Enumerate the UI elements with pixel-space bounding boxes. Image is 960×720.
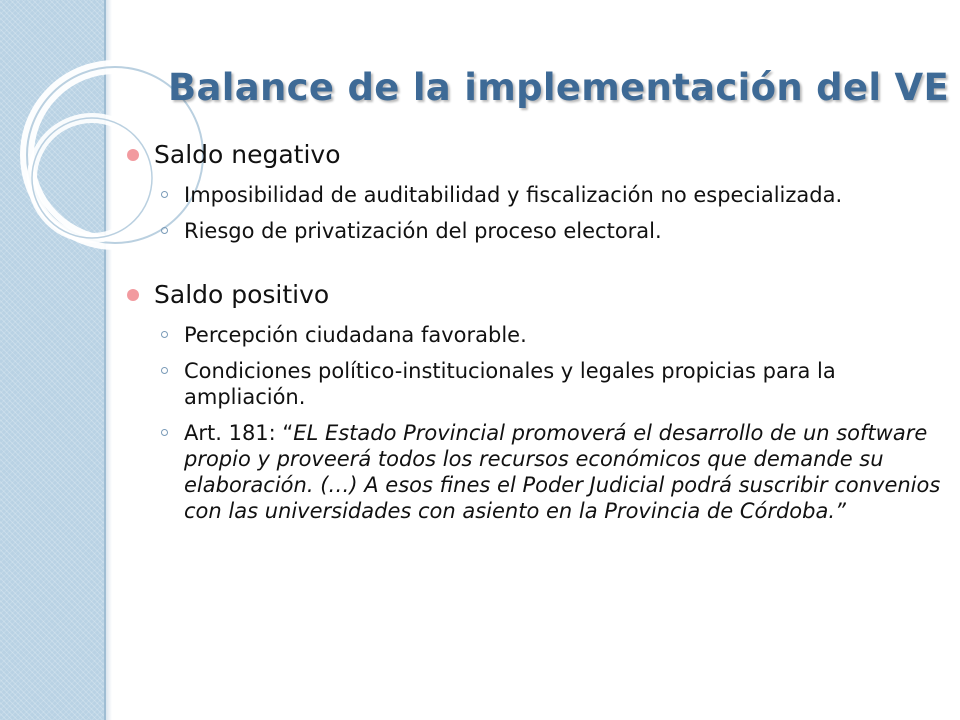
section-heading: Saldo positivo: [154, 280, 330, 309]
list-item: Condiciones político-institucionales y legales propicias para la ampliación.: [154, 358, 952, 410]
section-heading: Saldo negativo: [154, 140, 341, 169]
bullet-dot-icon: [127, 289, 139, 301]
ring-bullet-icon: [161, 227, 168, 234]
bullet-list: [122, 138, 952, 524]
slide-title: Balance de la implementación del VE: [168, 66, 950, 109]
ring-bullet-icon: [161, 429, 168, 436]
article-label: Art. 181: “: [184, 421, 294, 445]
ring-bullet-icon: [161, 191, 168, 198]
sub-bullet-list: [154, 182, 952, 244]
ring-bullet-icon: [161, 367, 168, 374]
slide-content: [122, 138, 952, 534]
article-quote-item: [154, 420, 952, 524]
bullet-dot-icon: [127, 149, 139, 161]
list-item: Riesgo de privatización del proceso electoral.: [154, 218, 952, 244]
article-quote: EL Estado Provincial promoverá el desarrollo de un software propio y proveerá todos los recursos económicos que demande su elaboración. (…) A esos fines el Poder Judicial podrá suscribir convenios con las universidades con asiento en la Provincia de Córdoba.”: [184, 421, 941, 523]
ring-bullet-icon: [161, 331, 168, 338]
section-positive: [122, 278, 952, 524]
list-item: Imposibilidad de auditabilidad y fiscalización no especializada.: [154, 182, 952, 208]
section-negative: [122, 138, 952, 244]
sub-bullet-list: [154, 322, 952, 524]
list-item: Percepción ciudadana favorable.: [154, 322, 952, 348]
